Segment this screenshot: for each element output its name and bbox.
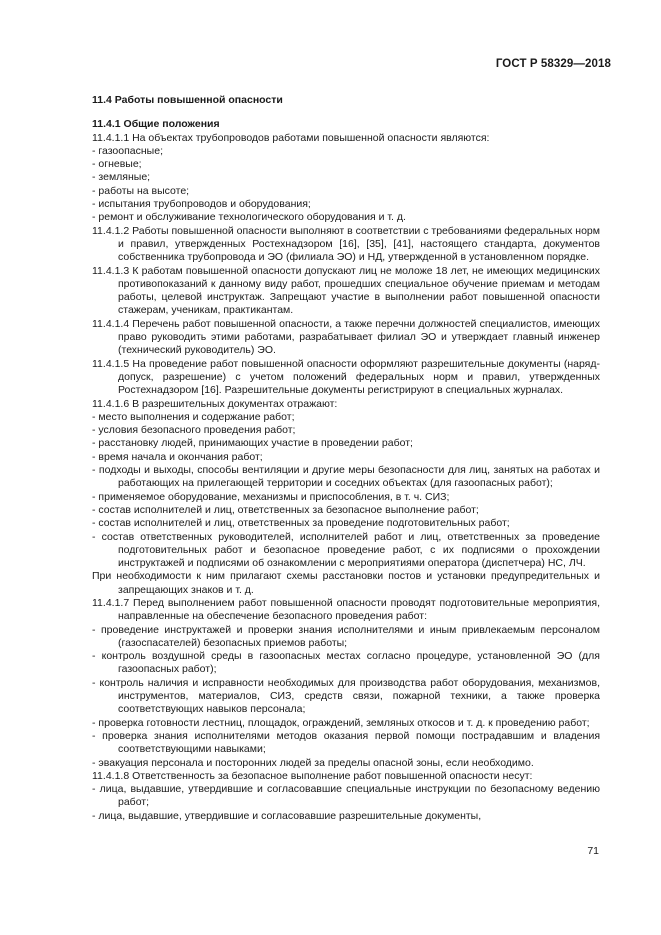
paragraph: При необходимости к ним прилагают схемы расстановки постов и установки предупредительных и запрещающих знаков и т. д. [92,570,600,596]
list-item: - контроль наличия и исправности необходимых для производства работ оборудования, механизмов, инструментов, материалов, СИЗ, средств связи, пожарной техники, а также проверка соответствующих навыков персонала; [92,676,600,716]
list-item: - земляные; [92,171,151,184]
list-item: - состав ответственных руководителей, исполнителей работ и лиц, ответственных за проведение подготовительных работ и безопасное проведение работ, с их подписями о прохождении инструктажей и подписями об ознакомлении с мероприятиями оператора (диспетчера) НС, ЛЧ. [92,530,600,570]
list-item: - огневые; [92,158,142,171]
list-item: - расстановку людей, принимающих участие в проведении работ; [92,437,413,450]
paragraph: 11.4.1.1 На объектах трубопроводов работами повышенной опасности являются: [92,131,490,144]
subsection-heading: 11.4.1 Общие положения [92,118,220,131]
list-item: - состав исполнителей и лиц, ответственных за безопасное выполнение работ; [92,503,479,516]
list-item: - работы на высоте; [92,184,190,197]
list-item: - лица, выдавшие, утвердившие и согласовавшие разрешительные документы, [92,809,482,822]
paragraph: 11.4.1.7 Перед выполнением работ повышенной опасности проводят подготовительные мероприятия, направленные на обеспечение безопасного проведения работ: [92,596,600,623]
list-item: - лица, выдавшие, утвердившие и согласовавшие специальные инструкции по безопасному ведению работ; [92,783,600,809]
list-item: - контроль воздушной среды в газоопасных местах согласно процедуре, установленной ЭО (для газоопасных работ); [92,650,600,676]
paragraph: 11.4.1.5 На проведение работ повышенной опасности оформляют разрешительные документы (наряд-допуск, разрешение) с учетом положений федеральных норм и правил, утвержденных Ростехнадзором [16]. Разрешительные документы регистрируют в специальных журналах. [92,357,600,397]
paragraph: 11.4.1.3 К работам повышенной опасности допускают лиц не моложе 18 лет, не имеющих медицинских противопоказаний к данному виду работ, прошедших специальное обучение приемам и методам работы, целевой инструктаж. Запрещают участие в выполнении работ повышенной опасности стажерам, ученикам, практикантам. [92,264,600,317]
list-item: - проверка знания исполнителями методов оказания первой помощи пострадавшим и владения соответствующими навыками; [92,729,600,756]
paragraph: 11.4.1.4 Перечень работ повышенной опасности, а также перечни должностей специалистов, имеющих право руководить этими работами, разрабатывает филиал ЭО и утверждает главный инженер (технический руководитель) ЭО. [92,317,600,357]
list-item: - подходы и выходы, способы вентиляции и другие меры безопасности для лиц, занятых на работах и работающих на прилегающей территории и соседних объектах (для газоопасных работ); [92,464,600,490]
list-item: - газоопасные; [92,144,163,157]
list-item: - эвакуация персонала и посторонних людей за пределы опасной зоны, если необходимо. [92,756,534,769]
list-item: - место выполнения и содержание работ; [92,410,295,423]
document-body [92,87,600,823]
document-header-code: ГОСТ Р 58329—2018 [495,58,611,70]
paragraph: 11.4.1.6 В разрешительных документах отражают: [92,397,338,410]
list-item: - проведение инструктажей и проверки знания исполнителями и иным привлекаемым персоналом (газоспасателей) безопасных приемов работы; [92,623,600,649]
page-number: 71 [587,845,599,857]
list-item: - состав исполнителей и лиц, ответственных за проведение подготовительных работ; [92,517,510,530]
paragraph: 11.4.1.2 Работы повышенной опасности выполняют в соответствии с требованиями федеральных норм и правил, утвержденных Ростехнадзором [16], [35], [41], настоящего стандарта, документов собственника трубопровода и ЭО (филиала ЭО) и НД, утвержденной в установленном порядке. [92,224,600,264]
section-heading: 11.4 Работы повышенной опасности [92,94,283,106]
list-item: - испытания трубопроводов и оборудования; [92,198,311,211]
list-item: - время начала и окончания работ; [92,450,263,463]
paragraph: 11.4.1.8 Ответственность за безопасное выполнение работ повышенной опасности несут: [92,769,533,782]
list-item: - ремонт и обслуживание технологического оборудования и т. д. [92,211,406,224]
list-item: - проверка готовности лестниц, площадок, ограждений, земляных откосов и т. д. к проведению работ; [92,716,590,729]
list-item: - условия безопасного проведения работ; [92,424,296,437]
list-item: - применяемое оборудование, механизмы и приспособления, в т. ч. СИЗ; [92,490,450,503]
